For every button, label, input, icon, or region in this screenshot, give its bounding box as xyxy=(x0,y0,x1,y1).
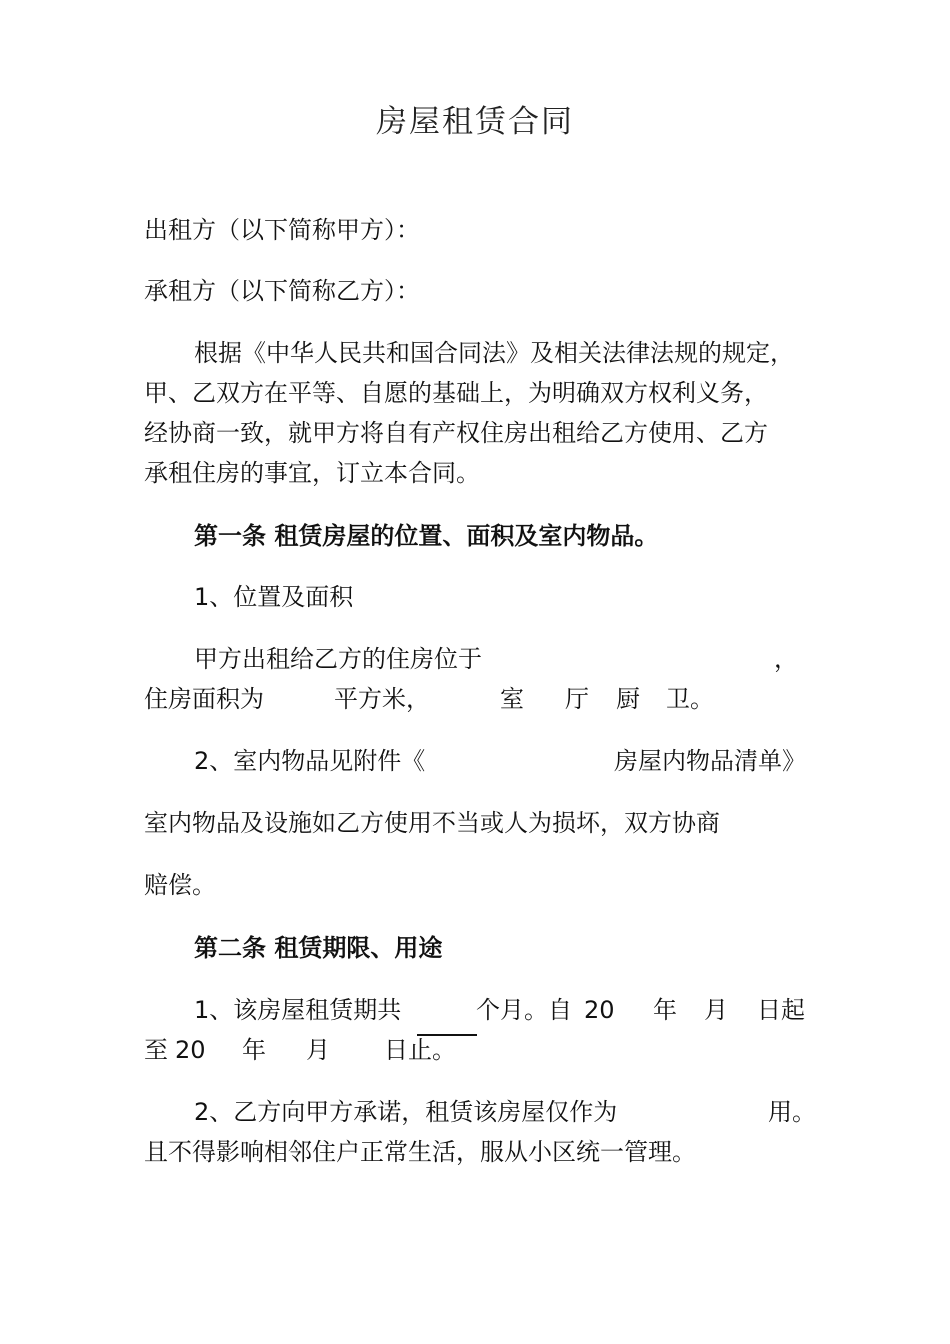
year-to: 20 xyxy=(175,1036,206,1064)
preamble-line-4: 承租住房的事宜，订立本合同。 xyxy=(144,459,480,487)
item-2-suffix: 房屋内物品清单》 xyxy=(614,747,806,775)
usage-suffix: 用。 xyxy=(768,1098,816,1126)
term-prefix: 1、该房屋租赁期共 xyxy=(194,996,402,1024)
article-2-heading: 第二条 租赁期限、用途 xyxy=(194,934,443,962)
kitchen-label: 厨 xyxy=(616,685,640,713)
preamble-line-1: 根据《中华人民共和国合同法》及相关法律法规的规定， xyxy=(194,339,794,367)
month-from-label: 月 xyxy=(704,996,728,1024)
room-label: 室 xyxy=(500,685,524,713)
hall-label: 厅 xyxy=(565,685,589,713)
usage-line-2: 且不得影响相邻住户正常生活，服从小区统一管理。 xyxy=(144,1138,696,1166)
usage-prefix: 2、乙方向甲方承诺，租赁该房屋仅作为 xyxy=(194,1098,618,1126)
year-to-label: 年 xyxy=(242,1036,266,1064)
article-1-item-1-heading: 1、位置及面积 xyxy=(194,583,354,611)
document-title: 房屋租赁合同 xyxy=(376,104,574,140)
damage-line-1: 室内物品及设施如乙方使用不当或人为损坏，双方协商 xyxy=(144,809,720,837)
preamble-line-2: 甲、乙双方在平等、自愿的基础上，为明确双方权利义务， xyxy=(144,379,768,407)
day-from-label: 日起 xyxy=(757,996,805,1024)
to-prefix: 至 xyxy=(144,1036,168,1064)
day-to-label: 日止。 xyxy=(384,1036,456,1064)
location-comma: ， xyxy=(774,645,798,673)
preamble-line-3: 经协商一致，就甲方将自有产权住房出租给乙方使用、乙方 xyxy=(144,419,768,447)
term-months: 个月。自 xyxy=(476,996,572,1024)
year-from: 20 xyxy=(584,996,615,1024)
lessee-line: 承租方（以下简称乙方）： xyxy=(144,277,420,305)
damage-line-2: 赔偿。 xyxy=(144,871,216,899)
year-from-label: 年 xyxy=(653,996,677,1024)
location-prefix: 甲方出租给乙方的住房位于 xyxy=(194,645,482,673)
item-2-prefix: 2、室内物品见附件《 xyxy=(194,747,426,775)
area-label: 住房面积为 xyxy=(144,685,264,713)
area-unit: 平方米， xyxy=(334,685,430,713)
lessor-line: 出租方（以下简称甲方）： xyxy=(144,216,420,244)
article-1-heading: 第一条 租赁房屋的位置、面积及室内物品。 xyxy=(194,522,659,550)
month-to-label: 月 xyxy=(306,1036,330,1064)
bath-label: 卫。 xyxy=(666,685,714,713)
